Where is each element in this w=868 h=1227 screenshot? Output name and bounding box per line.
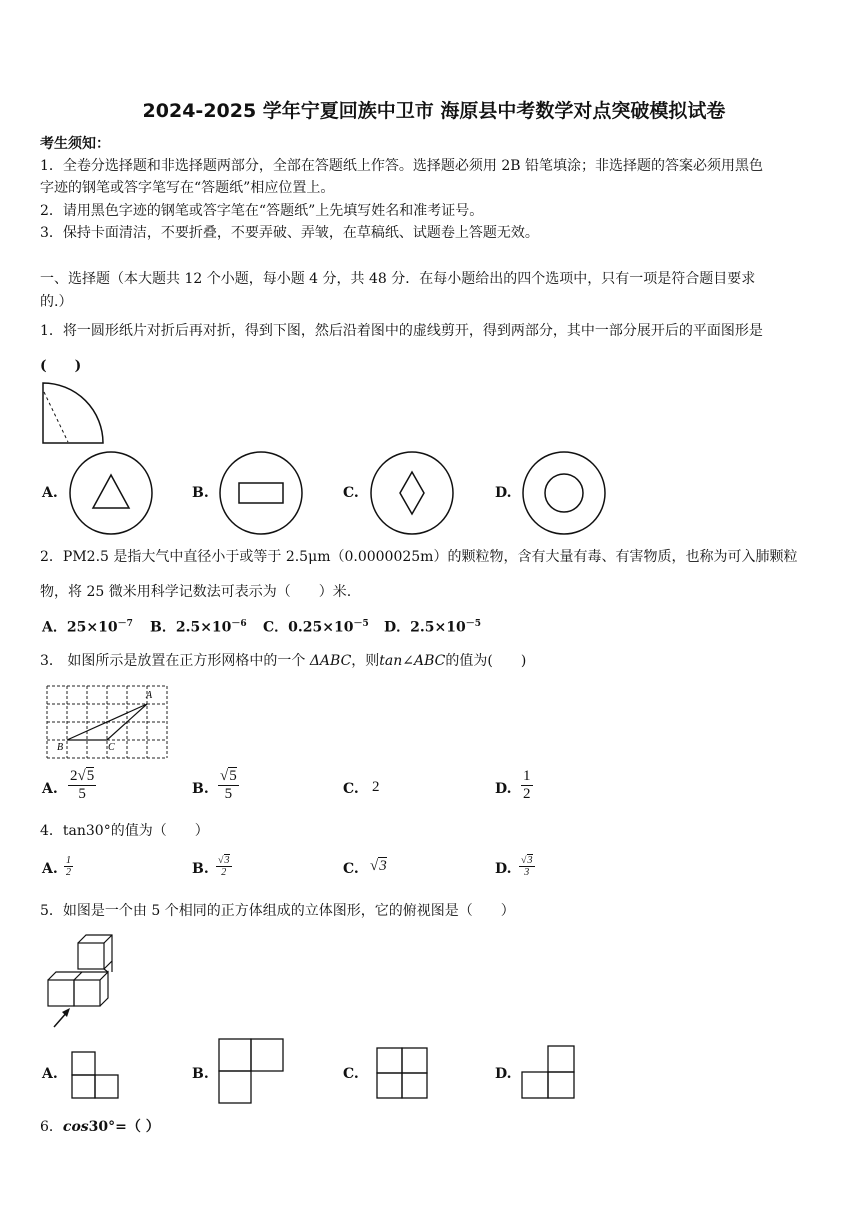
q5-option-b-label: B. <box>192 1066 209 1082</box>
q5-option-c-figure <box>375 1046 429 1100</box>
q2-text: 2．PM2.5 是指大气中直径小于或等于 2.5μm（0.0000025m）的颗粒物，含有大量有毒、有害物质，也称为可入肺颗粒 <box>40 549 798 565</box>
section-heading-cont: 的.） <box>40 294 73 310</box>
q4-option-c-label: C. <box>343 861 359 877</box>
q1-folded-paper-figure <box>40 380 106 446</box>
q1-option-d-label: D. <box>495 485 512 501</box>
notice-item-1-cont: 字迹的钢笔或答字笔写在“答题纸”相应位置上。 <box>40 180 335 196</box>
q4-option-a-value: $\frac{1}{2}$ <box>66 855 71 878</box>
q1-option-c-figure <box>369 450 455 536</box>
q3-option-a-label: A. <box>42 781 58 797</box>
q5-cube-stack-figure <box>42 932 118 1030</box>
q4-option-c-value: √3 <box>370 858 387 874</box>
q2-option-b: B．$2.5\times 10^{-6}$ <box>150 619 247 636</box>
q3-vertex-c-label: C <box>108 742 115 753</box>
q3-text: 3． 如图所示是放置在正方形网格中的一个 ΔABC，则tan∠ABC的值为( ) <box>40 653 527 669</box>
q5-option-b-figure <box>217 1037 285 1105</box>
q1-blank: ( ) <box>40 358 82 374</box>
q3-grid-figure <box>44 683 172 761</box>
q3-vertex-a-label: A <box>146 690 153 701</box>
q5-option-d-label: D. <box>495 1066 512 1082</box>
q1-option-b-figure <box>218 450 304 536</box>
q1-option-a-figure <box>68 450 154 536</box>
q4-option-d-value: $\frac{√3}{3}$ <box>521 855 533 878</box>
q3-option-a-value: $\frac{2√5}{5}$ <box>70 768 95 802</box>
q3-option-d-value: $\frac{1}{2}$ <box>523 768 531 802</box>
notice-item-2: 2．请用黑色字迹的钢笔或答字笔在“答题纸”上先填写姓名和准考证号。 <box>40 203 484 219</box>
q4-option-a-label: A. <box>42 861 58 877</box>
q3-vertex-b-label: B <box>57 742 64 753</box>
page-title: 2024-2025 学年宁夏回族中卫市 海原县中考数学对点突破模拟试卷 <box>142 100 726 122</box>
q5-text: 5．如图是一个由 5 个相同的正方体组成的立体图形，它的俯视图是（ ） <box>40 903 515 919</box>
notice-item-1: 1．全卷分选择题和非选择题两部分，全部在答题纸上作答。选择题必须用 2B 铅笔填涂；非选择题的答案必须用黑色 <box>40 158 763 174</box>
q5-option-a-label: A. <box>42 1066 58 1082</box>
q4-option-b-value: $\frac{√3}{2}$ <box>218 855 230 878</box>
q1-text: 1．将一圆形纸片对折后再对折，得到下图，然后沿着图中的虚线剪开，得到两部分，其中一部分展开后的平面图形是 <box>40 323 763 339</box>
q6-text: 6．cos30°=（ ） <box>40 1119 160 1135</box>
notice-item-3: 3．保持卡面清洁，不要折叠，不要弄破、弄皱，在草稿纸、试题卷上答题无效。 <box>40 225 539 241</box>
notice-heading: 考生须知： <box>40 136 110 152</box>
q4-option-d-label: D. <box>495 861 512 877</box>
q2-text-cont: 物，将 25 微米用科学记数法可表示为（ ）米. <box>40 584 352 600</box>
q3-option-c-label: C. <box>343 781 359 797</box>
q4-text: 4．tan30°的值为（ ） <box>40 823 209 839</box>
q1-option-c-label: C. <box>343 485 359 501</box>
q1-option-b-label: B. <box>192 485 209 501</box>
q2-option-d: D．$2.5\times 10^{-5}$ <box>384 619 481 636</box>
q4-option-b-label: B. <box>192 861 209 877</box>
q5-option-d-figure <box>520 1044 576 1100</box>
q2-option-a: A．$25\times 10^{-7}$ <box>42 619 133 636</box>
q3-option-c-value: 2 <box>372 779 380 795</box>
section-heading: 一、选择题（本大题共 12 个小题，每小题 4 分，共 48 分．在每小题给出的四个选项中，只有一项是符合题目要求 <box>40 271 756 287</box>
q1-option-d-figure <box>521 450 607 536</box>
q3-option-b-label: B. <box>192 781 209 797</box>
q5-option-c-label: C. <box>343 1066 359 1082</box>
q3-option-b-value: $\frac{√5}{5}$ <box>220 768 237 802</box>
q2-option-c: C．$0.25\times 10^{-5}$ <box>263 619 369 636</box>
q1-option-a-label: A. <box>42 485 58 501</box>
q3-option-d-label: D. <box>495 781 512 797</box>
q5-option-a-figure <box>70 1050 120 1100</box>
